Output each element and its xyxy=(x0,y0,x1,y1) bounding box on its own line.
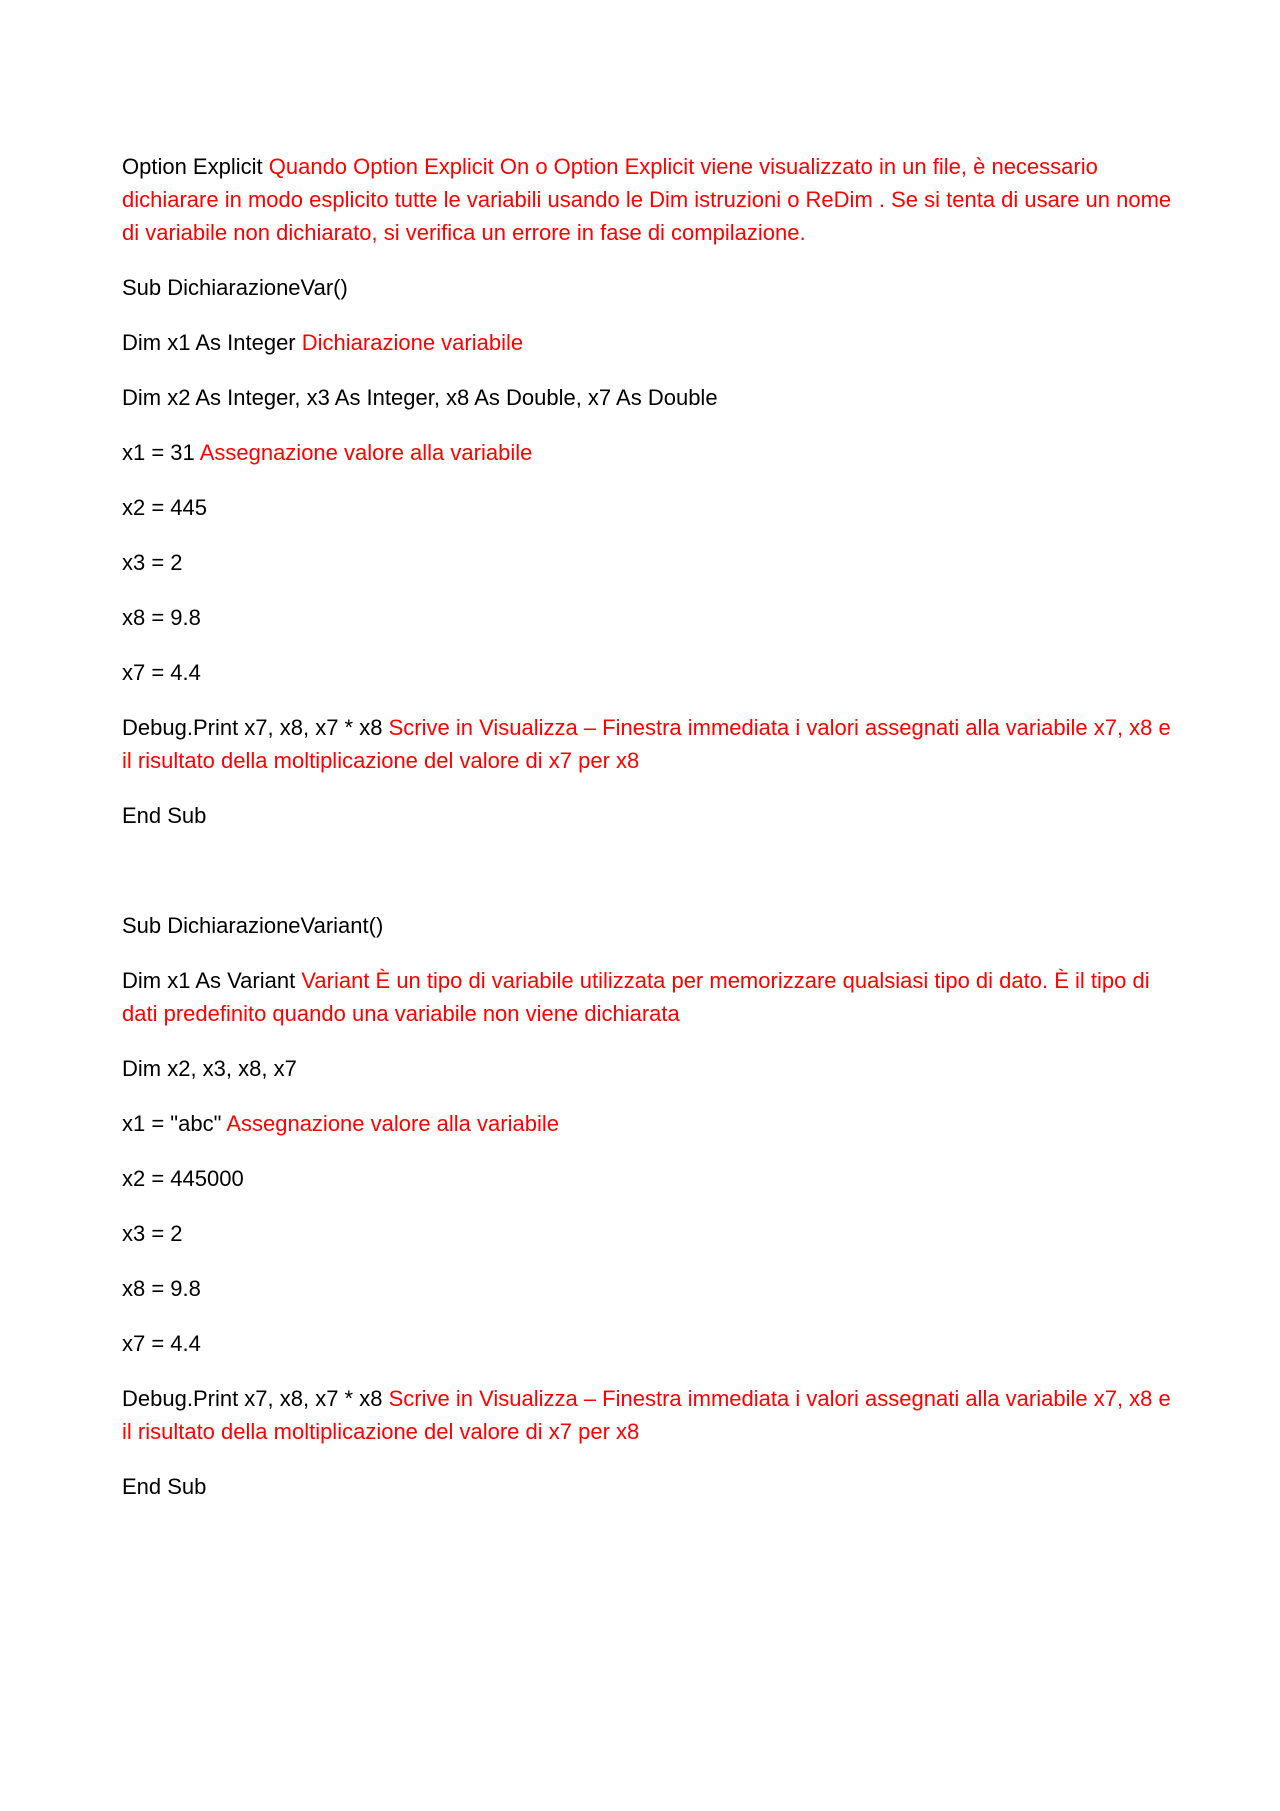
code-text: End Sub xyxy=(122,803,207,828)
code-text: Debug.Print x7, x8, x7 * x8 xyxy=(122,715,383,740)
dim-x1-line xyxy=(122,964,1172,1030)
code-text: Option Explicit xyxy=(122,154,263,179)
code-text: x3 = 2 xyxy=(122,550,183,575)
code-text: Debug.Print x7, x8, x7 * x8 xyxy=(122,1386,383,1411)
assign-x7-line xyxy=(122,1327,1172,1360)
option-explicit-paragraph xyxy=(122,150,1172,249)
sub-header-line xyxy=(122,909,1172,942)
code-text: Dim x1 As Variant xyxy=(122,968,296,993)
assign-x1-line xyxy=(122,436,1172,469)
section-spacer xyxy=(122,854,1172,909)
assign-x8-line xyxy=(122,601,1172,634)
code-text: x1 = "abc" xyxy=(122,1111,222,1136)
comment-text: Scrive in Visualizza – Finestra immediata i valori assegnati alla variabile x7, x8 e il risultato della moltiplicazione del valore di x7 per x8 xyxy=(122,1386,1171,1444)
comment-text: Quando Option Explicit On o Option Explicit viene visualizzato in un file, è necessario dichiarare in modo esplicito tutte le variabili usando le Dim istruzioni o ReDim . Se si tenta di usare un nome di variabile non dichiarato, si verifica un errore in fase di compilazione. xyxy=(122,154,1172,245)
dim-x1-line xyxy=(122,326,1172,359)
document-body xyxy=(122,150,1172,1525)
dim-others-line xyxy=(122,1052,1172,1085)
comment-text: Assegnazione valore alla variabile xyxy=(199,440,533,465)
assign-x3-line xyxy=(122,546,1172,579)
assign-x1-line xyxy=(122,1107,1172,1140)
dim-others-line xyxy=(122,381,1172,414)
debug-print-line xyxy=(122,711,1172,777)
comment-text: Variant È un tipo di variabile utilizzata per memorizzare qualsiasi tipo di dato. È il tipo di dati predefinito quando una variabile non viene dichiarata xyxy=(122,968,1150,1026)
assign-x2-line xyxy=(122,491,1172,524)
code-text: Sub DichiarazioneVariant() xyxy=(122,913,384,938)
code-text: Sub DichiarazioneVar() xyxy=(122,275,348,300)
code-text: Dim x2 As Integer, x3 As Integer, x8 As Double, x7 As Double xyxy=(122,385,718,410)
code-text: x2 = 445000 xyxy=(122,1166,244,1191)
debug-print-line xyxy=(122,1382,1172,1448)
comment-text: Dichiarazione variabile xyxy=(301,330,524,355)
code-text: End Sub xyxy=(122,1474,207,1499)
code-text: x7 = 4.4 xyxy=(122,660,201,685)
code-text: x8 = 9.8 xyxy=(122,1276,201,1301)
end-sub-line xyxy=(122,1470,1172,1503)
code-text: x3 = 2 xyxy=(122,1221,183,1246)
code-text: Dim x2, x3, x8, x7 xyxy=(122,1056,297,1081)
comment-text: Assegnazione valore alla variabile xyxy=(226,1111,559,1136)
assign-x2-line xyxy=(122,1162,1172,1195)
assign-x7-line xyxy=(122,656,1172,689)
code-text: x8 = 9.8 xyxy=(122,605,201,630)
sub-header-line xyxy=(122,271,1172,304)
assign-x3-line xyxy=(122,1217,1172,1250)
comment-text: Scrive in Visualizza – Finestra immediata i valori assegnati alla variabile x7, x8 e il risultato della moltiplicazione del valore di x7 per x8 xyxy=(122,715,1171,773)
code-text: x7 = 4.4 xyxy=(122,1331,201,1356)
end-sub-line xyxy=(122,799,1172,832)
code-text: x1 = 31 xyxy=(122,440,195,465)
assign-x8-line xyxy=(122,1272,1172,1305)
code-text: x2 = 445 xyxy=(122,495,208,520)
code-text: Dim x1 As Integer xyxy=(122,330,296,355)
